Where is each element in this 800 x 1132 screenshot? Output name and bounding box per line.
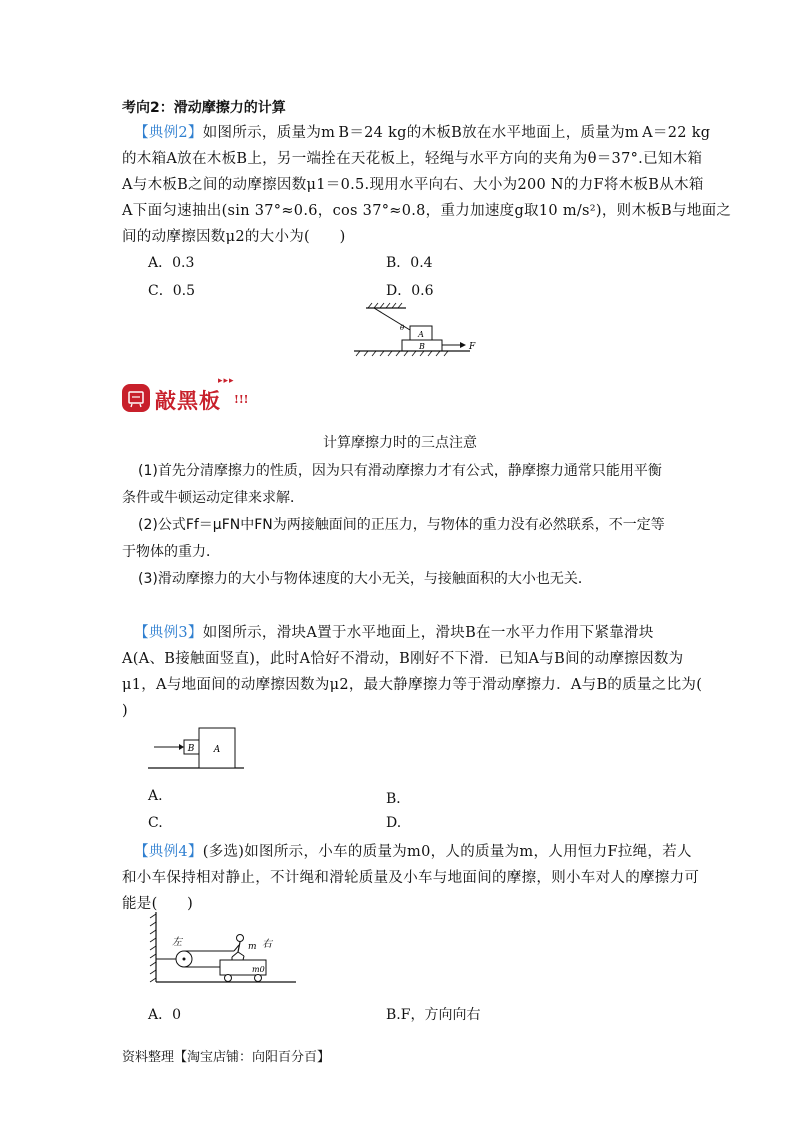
example3-line3: μ1，A与地面间的动摩擦因数为μ2，最大静摩擦力等于滑动摩擦力．A与B的质量之比为( bbox=[122, 677, 703, 693]
notes-p2a: (2)公式Ff＝μFN中FN为两接触面间的正压力，与物体的重力没有必然联系，不一定等 bbox=[138, 517, 665, 533]
example2-line1 bbox=[134, 121, 710, 145]
example3-text1: 如图所示，滑块A置于水平地面上，滑块B在一水平力作用下紧靠滑块 bbox=[202, 625, 654, 641]
banner-marks: !!! bbox=[234, 393, 249, 406]
banner-arrows: ▸▸▸ bbox=[218, 376, 235, 386]
example4-line2: 和小车保持相对静止，不计绳和滑轮质量及小车与地面间的摩擦，则小车对人的摩擦力可 bbox=[122, 870, 700, 886]
notes-p2b: 于物体的重力． bbox=[122, 544, 220, 560]
example3-option-a[interactable]: A. bbox=[148, 788, 163, 804]
figure4-label-right: 右 bbox=[262, 939, 272, 950]
example3-option-c[interactable]: C. bbox=[148, 815, 163, 831]
example3-tag: 【典例3】 bbox=[134, 625, 203, 641]
example2-option-c[interactable]: C．0.5 bbox=[148, 283, 195, 299]
figure3-label-a: A bbox=[213, 745, 221, 755]
example2-tag: 【典例2】 bbox=[134, 125, 203, 141]
page-footer: 资料整理【淘宝店铺：向阳百分百】 bbox=[122, 1050, 331, 1065]
figure2-label-b: B bbox=[419, 342, 425, 351]
example4-option-a[interactable]: A．0 bbox=[148, 1007, 182, 1023]
example2-option-b[interactable]: B．0.4 bbox=[386, 255, 433, 271]
example4-line1 bbox=[134, 840, 692, 864]
figure3-label-b: B bbox=[187, 744, 195, 754]
example3-line4: ) bbox=[122, 703, 128, 719]
figure2-label-theta: θ bbox=[400, 324, 405, 332]
example4-tag: 【典例4】 bbox=[134, 844, 203, 860]
notes-p3: (3)滑动摩擦力的大小与物体速度的大小无关，与接触面积的大小也无关． bbox=[138, 571, 592, 587]
example3-option-b[interactable]: B． bbox=[386, 791, 411, 807]
example2-option-d[interactable]: D．0.6 bbox=[386, 283, 434, 299]
notes-title: 计算摩擦力时的三点注意 bbox=[323, 435, 477, 451]
example2-text1: 如图所示，质量为m B＝24 kg的木板B放在水平地面上，质量为m A＝22 kg bbox=[202, 125, 711, 141]
board-icon bbox=[122, 384, 150, 412]
figure2-label-f: F bbox=[469, 342, 476, 352]
notes-p1a: (1)首先分清摩擦力的性质，因为只有滑动摩擦力才有公式，静摩擦力通常只能用平衡 bbox=[138, 463, 662, 479]
example4-text1: (多选)如图所示，小车的质量为m0，人的质量为m，人用恒力F拉绳，若人 bbox=[202, 844, 692, 860]
figure4-label-m0: m0 bbox=[252, 965, 265, 974]
example4-option-b[interactable]: B.F，方向向右 bbox=[386, 1007, 481, 1023]
knock-board-banner bbox=[122, 376, 262, 414]
example3-option-d[interactable]: D. bbox=[386, 815, 402, 831]
figure4-label-m: m bbox=[248, 942, 257, 952]
example3-line2: A(A、B接触面竖直)，此时A恰好不滑动，B刚好不下滑．已知A与B间的动摩擦因数为 bbox=[122, 651, 684, 667]
figure4-label-left: 左 bbox=[172, 937, 182, 948]
example4-figure bbox=[148, 912, 298, 992]
notes-p1b: 条件或牛顿运动定律来求解． bbox=[122, 490, 304, 506]
figure2-label-a: A bbox=[418, 330, 424, 339]
section-heading: 考向2：滑动摩擦力的计算 bbox=[122, 100, 286, 116]
example4-line3: 能是( ) bbox=[122, 896, 194, 912]
example2-figure bbox=[350, 300, 480, 362]
example2-line3: A与木板B之间的动摩擦因数μ1＝0.5.现用水平向右、大小为200 N的力F将木板B从木箱 bbox=[122, 177, 704, 193]
example2-line2: 的木箱A放在木板B上，另一端拴在天花板上，轻绳与水平方向的夹角为θ＝37°.已知木箱 bbox=[122, 151, 703, 167]
example2-option-a[interactable]: A．0.3 bbox=[148, 255, 195, 271]
example3-line1 bbox=[134, 621, 654, 645]
example2-line4: A下面匀速抽出(sin 37°≈0.6，cos 37°≈0.8，重力加速度g取10 m/s²)，则木板B与地面之 bbox=[122, 203, 732, 219]
banner-logo-text: 敲黑板 bbox=[155, 389, 221, 413]
example3-figure bbox=[148, 722, 246, 774]
example2-line5: 间的动摩擦因数μ2的大小为( ) bbox=[122, 229, 346, 245]
